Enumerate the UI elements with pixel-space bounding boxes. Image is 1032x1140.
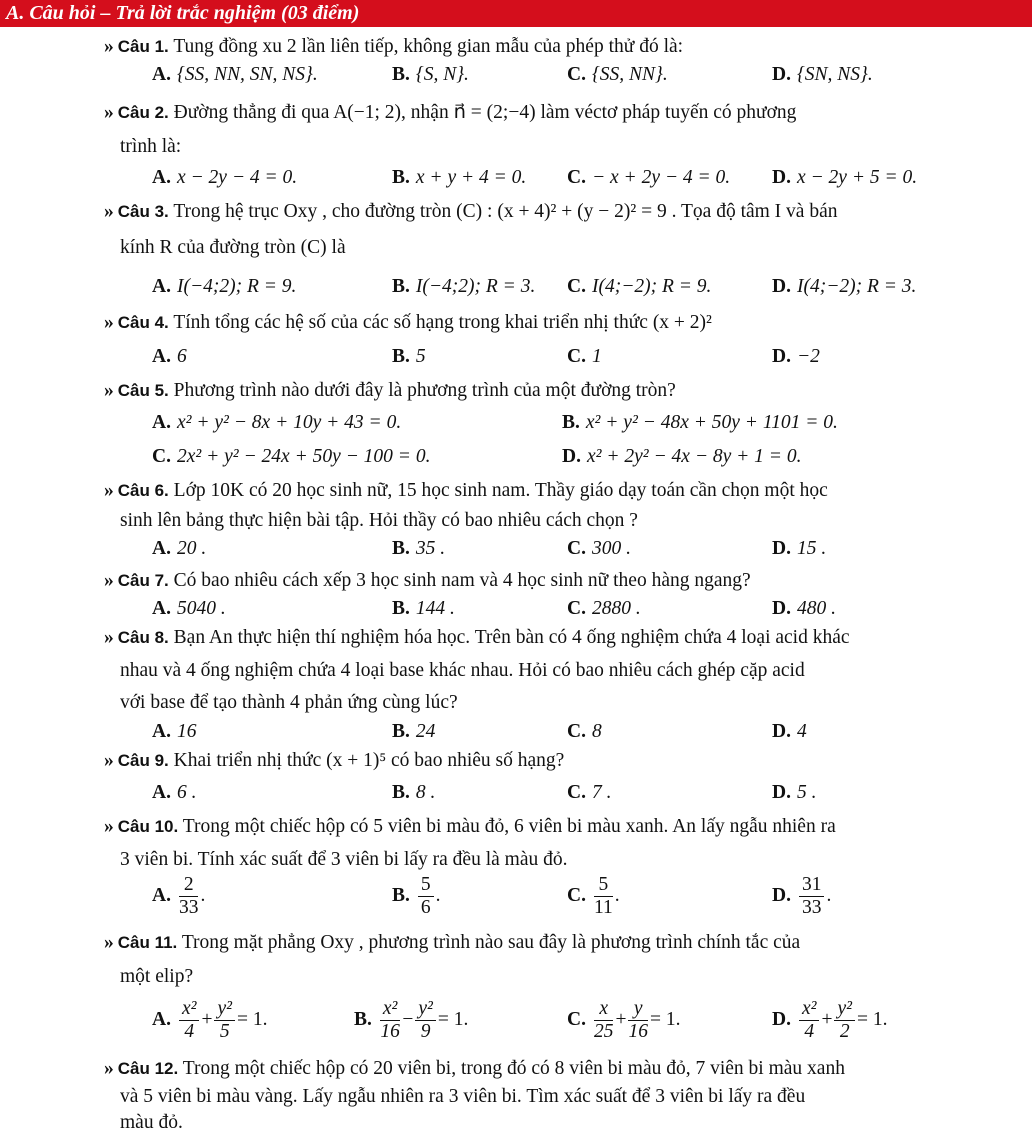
question-text: Trong hệ trục Oxy , cho đường tròn (C) : (x + 4)² + (y − 2)² = 9 . Tọa độ tâm I và bán	[173, 201, 838, 222]
option-label: B.	[392, 346, 410, 367]
question-text: Lớp 10K có 20 học sinh nữ, 15 học sinh nam. Thầy giáo dạy toán cần chọn một học	[173, 480, 828, 501]
option-label: C.	[567, 598, 586, 619]
option-label: B.	[562, 412, 580, 433]
option-label: A.	[152, 721, 171, 742]
option-text: 15 .	[796, 538, 827, 559]
question-label: Câu 11.	[117, 933, 178, 952]
question-label: Câu 4.	[117, 313, 169, 332]
bullet: »	[104, 102, 114, 123]
option-text: 300 .	[591, 538, 631, 559]
option-label: D.	[772, 1009, 791, 1030]
option-text: 4	[796, 721, 807, 742]
question-11	[104, 926, 980, 960]
option-c[interactable]	[567, 994, 680, 1046]
question-text-cont: nhau và 4 ống nghiệm chứa 4 loại base khác nhau. Hỏi có bao nhiêu cách ghép cặp acid	[120, 660, 805, 681]
bullet: »	[104, 36, 114, 57]
question-label: Câu 5.	[117, 381, 169, 400]
option-b[interactable]	[392, 340, 426, 374]
question-text-cont: và 5 viên bi màu vàng. Lấy ngẫu nhiên ra 3 viên bi. Tìm xác suất để 3 viên bi lấy ra đều	[120, 1086, 806, 1107]
option-text: 144 .	[415, 598, 455, 619]
option-b[interactable]	[392, 161, 526, 195]
option-text: x² + y² − 8x + 10y + 43 = 0.	[176, 412, 402, 433]
option-d[interactable]	[562, 440, 801, 474]
section-header: A. Câu hỏi – Trả lời trắc nghiệm (03 điểm)	[0, 0, 1032, 27]
option-text: 480 .	[796, 598, 836, 619]
question-8	[104, 621, 980, 655]
bullet: »	[104, 1058, 114, 1079]
option-text: x + y + 4 = 0.	[415, 167, 527, 188]
option-b[interactable]	[562, 406, 838, 440]
option-label: A.	[152, 64, 171, 85]
option-label: D.	[772, 721, 791, 742]
question-2	[104, 96, 980, 130]
denominator: 5	[219, 1021, 230, 1043]
question-label: Câu 10.	[117, 817, 179, 836]
option-a[interactable]	[152, 776, 196, 810]
numerator: 2	[179, 874, 199, 897]
options-row	[152, 270, 982, 304]
options-row	[152, 532, 982, 566]
question-9	[104, 744, 980, 778]
option-label: D.	[772, 346, 791, 367]
question-3	[104, 195, 980, 229]
bullet: »	[104, 201, 114, 222]
question-text: Trong một chiếc hộp có 5 viên bi màu đỏ, 6 viên bi màu xanh. An lấy ngẫu nhiên ra	[182, 816, 836, 837]
bullet: »	[104, 480, 114, 501]
question-label: Câu 2.	[117, 103, 169, 122]
option-label: A.	[152, 167, 171, 188]
question-text: Trong mặt phẳng Oxy , phương trình nào sau đây là phương trình chính tắc của	[181, 932, 801, 953]
operator: +	[821, 1009, 833, 1030]
question-text: Trong một chiếc hộp có 20 viên bi, trong đó có 8 viên bi màu đỏ, 7 viên bi màu xanh	[182, 1058, 845, 1079]
question-label: Câu 9.	[117, 751, 169, 770]
option-text: 8	[591, 721, 602, 742]
option-label: D.	[772, 167, 791, 188]
option-label: D.	[562, 446, 581, 467]
option-label: B.	[392, 885, 410, 906]
option-label: C.	[567, 721, 586, 742]
equation-rhs: = 1.	[857, 1009, 888, 1030]
denominator: 4	[804, 1021, 815, 1043]
question-4	[104, 306, 980, 340]
option-text: I(−4;2); R = 9.	[176, 276, 297, 297]
question-text-cont: một elip?	[120, 966, 194, 987]
option-text: x − 2y − 4 = 0.	[176, 167, 298, 188]
question-text: Tính tổng các hệ số của các số hạng trong khai triển nhị thức (x + 2)²	[173, 312, 712, 333]
question-text-cont: màu đỏ.	[120, 1112, 183, 1133]
bullet: »	[104, 570, 114, 591]
operator: +	[615, 1009, 627, 1030]
option-label: A.	[152, 598, 171, 619]
option-label: A.	[152, 1009, 171, 1030]
options-row	[152, 340, 982, 374]
option-label: C.	[567, 538, 586, 559]
equation-rhs: = 1.	[649, 1009, 681, 1030]
denominator: 33	[178, 897, 199, 919]
equation-rhs: = 1.	[437, 1009, 469, 1030]
option-text: {S, N}.	[415, 64, 469, 85]
option-a[interactable]	[152, 58, 318, 92]
option-label: D.	[772, 885, 791, 906]
option-text: x − 2y + 5 = 0.	[796, 167, 918, 188]
numerator: x²	[380, 998, 401, 1021]
denominator: 16	[380, 1021, 400, 1043]
question-text: Phương trình nào dưới đây là phương trình của một đường tròn?	[173, 380, 676, 401]
options-row	[152, 58, 982, 92]
option-c[interactable]	[567, 58, 668, 92]
option-b[interactable]	[354, 994, 468, 1046]
option-text: 20 .	[176, 538, 207, 559]
fraction	[179, 874, 199, 919]
fraction	[799, 874, 825, 919]
option-label: B.	[354, 1009, 372, 1030]
option-a[interactable]	[152, 161, 297, 195]
option-text: {SN, NS}.	[796, 64, 873, 85]
options-row	[152, 406, 982, 440]
option-a[interactable]	[152, 340, 187, 374]
option-text: 5040 .	[176, 598, 226, 619]
options-row	[152, 161, 982, 195]
option-c[interactable]: C. $\frac{5}{11}$ .	[567, 874, 620, 919]
option-b[interactable]	[392, 58, 469, 92]
question-label: Câu 6.	[117, 481, 169, 500]
option-text: −2	[796, 346, 820, 367]
denominator: 33	[801, 897, 822, 919]
question-text-cont: sinh lên bảng thực hiện bài tập. Hỏi thầy có bao nhiêu cách chọn ?	[120, 510, 638, 531]
option-text: − x + 2y − 4 = 0.	[591, 167, 731, 188]
question-text: Bạn An thực hiện thí nghiệm hóa học. Trên bàn có 4 ống nghiệm chứa 4 loại acid khác	[173, 627, 850, 648]
numerator: y²	[214, 998, 235, 1021]
denominator: 25	[593, 1021, 614, 1043]
question-10	[104, 810, 980, 844]
fraction	[799, 998, 820, 1043]
option-label: C.	[567, 1009, 586, 1030]
numerator: y	[628, 998, 648, 1021]
option-b[interactable]	[392, 776, 435, 810]
bullet: »	[104, 380, 114, 401]
bullet: »	[104, 932, 114, 953]
option-d[interactable]	[772, 340, 820, 374]
option-text: I(−4;2); R = 3.	[415, 276, 536, 297]
option-text: 1	[591, 346, 602, 367]
numerator: 5	[418, 874, 434, 897]
option-label: A.	[152, 782, 171, 803]
option-text: 35 .	[415, 538, 446, 559]
question-label: Câu 3.	[117, 202, 169, 221]
option-label: B.	[392, 276, 410, 297]
option-label: C.	[567, 782, 586, 803]
option-c[interactable]	[567, 532, 631, 566]
option-a[interactable]	[152, 406, 401, 440]
question-text: Đường thẳng đi qua A(−1; 2), nhận n⃗ = (2;−4) làm véctơ pháp tuyến có phương	[173, 102, 797, 123]
fraction	[594, 874, 613, 919]
options-row	[152, 870, 982, 926]
option-label: C.	[567, 276, 586, 297]
option-text: 6 .	[176, 782, 197, 803]
question-label: Câu 8.	[117, 628, 169, 647]
fraction	[834, 998, 855, 1043]
option-text: 7 .	[591, 782, 612, 803]
options-row	[152, 440, 982, 474]
option-text: x² + 2y² − 4x − 8y + 1 = 0.	[586, 446, 802, 467]
numerator: x²	[179, 998, 200, 1021]
option-c[interactable]	[567, 340, 602, 374]
operator: +	[201, 1009, 213, 1030]
option-label: A.	[152, 412, 171, 433]
option-text: 5	[415, 346, 426, 367]
question-label: Câu 12.	[117, 1059, 179, 1078]
option-label: D.	[772, 538, 791, 559]
option-b[interactable]: B. $\frac{5}{6}$ .	[392, 874, 441, 919]
option-d[interactable]	[772, 270, 916, 304]
option-label: C.	[567, 167, 586, 188]
option-label: A.	[152, 276, 171, 297]
question-6	[104, 474, 980, 508]
denominator: 11	[593, 897, 613, 919]
question-label: Câu 7.	[117, 571, 169, 590]
denominator: 9	[420, 1021, 431, 1043]
option-text: 2880 .	[591, 598, 641, 619]
option-label: B.	[392, 598, 410, 619]
option-c[interactable]	[567, 270, 711, 304]
fraction	[179, 998, 200, 1043]
numerator: y²	[834, 998, 855, 1021]
fraction	[415, 998, 436, 1043]
option-c[interactable]	[567, 161, 730, 195]
denominator: 4	[184, 1021, 195, 1043]
option-label: D.	[772, 64, 791, 85]
option-a[interactable]: A. $\frac{2}{33}$ .	[152, 874, 206, 919]
fraction	[628, 998, 648, 1043]
question-text-cont: trình là:	[120, 136, 182, 157]
option-text: 5 .	[796, 782, 817, 803]
fraction	[214, 998, 235, 1043]
denominator: 6	[420, 897, 431, 919]
numerator: x	[594, 998, 614, 1021]
option-label: B.	[392, 721, 410, 742]
option-text: {SS, NN}.	[591, 64, 668, 85]
question-text-cont: kính R của đường tròn (C) là	[120, 237, 346, 258]
option-d[interactable]	[772, 161, 917, 195]
bullet: »	[104, 816, 114, 837]
option-a[interactable]	[152, 532, 206, 566]
option-label: B.	[392, 538, 410, 559]
numerator: x²	[799, 998, 820, 1021]
fraction	[594, 998, 614, 1043]
options-row	[152, 776, 982, 810]
option-label: B.	[392, 167, 410, 188]
option-text: I(4;−2); R = 9.	[591, 276, 712, 297]
option-c[interactable]	[152, 440, 430, 474]
fraction	[418, 874, 434, 919]
option-text: 8 .	[415, 782, 436, 803]
option-text: x² + y² − 48x + 50y + 1101 = 0.	[585, 412, 838, 433]
option-text: 24	[415, 721, 436, 742]
bullet: »	[104, 312, 114, 333]
question-5	[104, 374, 980, 408]
option-label: C.	[567, 885, 586, 906]
question-text: Tung đồng xu 2 lần liên tiếp, không gian mẫu của phép thử đó là:	[173, 36, 684, 57]
option-b[interactable]	[392, 270, 535, 304]
numerator: 31	[799, 874, 825, 897]
equation-rhs: = 1.	[237, 1009, 268, 1030]
option-d[interactable]: D. $\frac{31}{33}$ .	[772, 874, 832, 919]
option-label: C.	[567, 346, 586, 367]
option-label: A.	[152, 885, 171, 906]
option-c[interactable]	[567, 776, 611, 810]
option-label: C.	[567, 64, 586, 85]
question-text: Có bao nhiêu cách xếp 3 học sinh nam và 4 học sinh nữ theo hàng ngang?	[173, 570, 751, 591]
option-label: B.	[392, 64, 410, 85]
option-label: D.	[772, 598, 791, 619]
question-text-cont: 3 viên bi. Tính xác suất để 3 viên bi lấy ra đều là màu đỏ.	[120, 849, 568, 870]
question-text-cont: với base để tạo thành 4 phản ứng cùng lúc?	[120, 692, 458, 713]
fraction	[380, 998, 401, 1043]
option-d[interactable]	[772, 776, 816, 810]
numerator: y²	[415, 998, 436, 1021]
option-label: B.	[392, 782, 410, 803]
option-a[interactable]	[152, 270, 296, 304]
option-d[interactable]	[772, 994, 888, 1046]
option-text: 2x² + y² − 24x + 50y − 100 = 0.	[176, 446, 431, 467]
option-label: D.	[772, 782, 791, 803]
question-text: Khai triển nhị thức (x + 1)⁵ có bao nhiêu số hạng?	[173, 750, 565, 771]
option-label: D.	[772, 276, 791, 297]
option-text: I(4;−2); R = 3.	[796, 276, 917, 297]
option-label: A.	[152, 346, 171, 367]
option-label: A.	[152, 538, 171, 559]
option-b[interactable]	[392, 532, 445, 566]
operator: −	[402, 1009, 414, 1030]
bullet: »	[104, 750, 114, 771]
options-row	[152, 994, 982, 1050]
option-text: 6	[176, 346, 187, 367]
option-a[interactable]	[152, 994, 268, 1046]
option-d[interactable]	[772, 532, 826, 566]
option-text: {SS, NN, SN, NS}.	[176, 64, 318, 85]
denominator: 2	[839, 1021, 850, 1043]
bullet: »	[104, 627, 114, 648]
question-label: Câu 1.	[117, 37, 169, 56]
option-d[interactable]	[772, 58, 873, 92]
option-label: C.	[152, 446, 171, 467]
denominator: 16	[628, 1021, 648, 1043]
option-text: 16	[176, 721, 197, 742]
numerator: 5	[594, 874, 613, 897]
